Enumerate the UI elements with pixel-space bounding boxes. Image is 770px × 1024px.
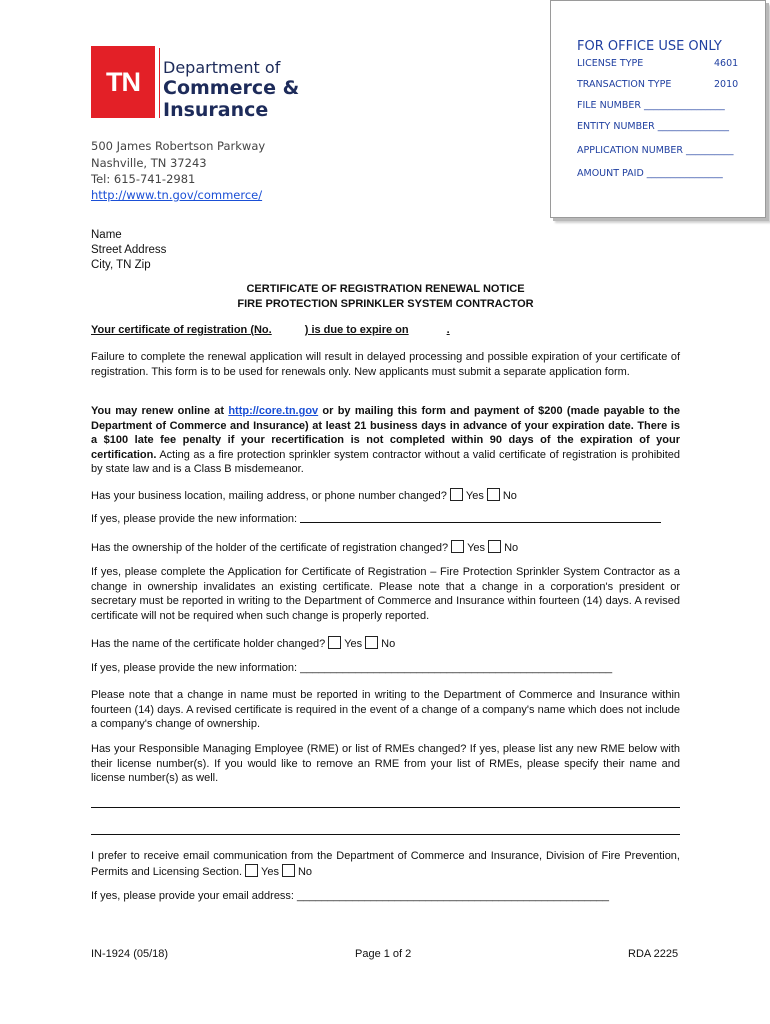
q2-text: Has the ownership of the holder of the certificate of registration changed? bbox=[91, 542, 449, 554]
email-pref-text: I prefer to receive email communication from the Department of Commerce and Insurance, Division of Fire Prevention, Permits and Licensing Section. bbox=[91, 850, 680, 878]
q3-yes-label: Yes bbox=[344, 638, 363, 650]
application-number-field: APPLICATION NUMBER __________ bbox=[577, 145, 734, 156]
renew-text-c: Acting as a fire protection sprinkler system contractor without a valid certificate of registration is prohibited by state law and is a Class B misdemeanor. bbox=[91, 448, 680, 475]
logo-divider bbox=[159, 48, 160, 118]
email-no-checkbox[interactable] bbox=[282, 864, 295, 877]
q3-yes-checkbox[interactable] bbox=[328, 636, 341, 649]
logo-insurance: Insurance bbox=[163, 99, 269, 121]
q3-followup[interactable]: If yes, please provide the new information: ___________________________________________________ bbox=[91, 662, 613, 674]
q1-followup-input[interactable] bbox=[300, 522, 661, 523]
tn-logo-mark: TN bbox=[91, 46, 155, 118]
expire-text-3: . bbox=[446, 324, 450, 336]
document-subtitle: FIRE PROTECTION SPRINKLER SYSTEM CONTRACTOR bbox=[237, 298, 534, 310]
amount-paid-field: AMOUNT PAID ________________ bbox=[577, 168, 723, 179]
paragraph-failure: Failure to complete the renewal application will result in delayed processing and possible expiration of your certificate of registration. This form is to be used for renewals only. New applicants must submit a separate application form. bbox=[91, 351, 680, 378]
address-url bbox=[91, 188, 262, 202]
expire-text-2: ) is due to expire on bbox=[304, 324, 409, 336]
recipient-street: Street Address bbox=[91, 244, 167, 256]
license-type-label: LICENSE TYPE bbox=[577, 58, 644, 69]
q1-followup-label: If yes, please provide the new information: bbox=[91, 513, 298, 525]
q3-text: Has the name of the certificate holder changed? bbox=[91, 638, 326, 650]
paragraph-email-pref bbox=[91, 849, 680, 879]
question-address-changed bbox=[91, 488, 517, 502]
paragraph-rme: Has your Responsible Managing Employee (RME) or list of RMEs changed? If yes, please list any new RME below with their license number(s). If you would like to remove an RME from your list of RMEs, please specify their name and license number(s) as well. bbox=[91, 743, 680, 784]
renew-text-a: You may renew online at bbox=[91, 405, 229, 417]
recipient-city: City, TN Zip bbox=[91, 259, 151, 271]
email-address-field[interactable]: If yes, please provide your email address: ___________________________________________________ bbox=[91, 890, 610, 902]
paragraph-ownership: If yes, please complete the Application for Certificate of Registration – Fire Protection Sprinkler System Contractor as a change in ownership invalidates an existing certificate. Please note that a change in a corporation's president or secretary must be reported in writing to the Department of Commerce and Insurance within fourteen (14) days. A revised certificate will not be required when such change is properly reported. bbox=[91, 566, 680, 622]
q2-yes-label: Yes bbox=[467, 542, 486, 554]
q2-no-checkbox[interactable] bbox=[488, 540, 501, 553]
transaction-type-value: 2010 bbox=[714, 79, 739, 90]
question-ownership-changed bbox=[91, 540, 518, 554]
q1-no-label: No bbox=[502, 490, 517, 502]
commerce-website-link[interactable]: http://www.tn.gov/commerce/ bbox=[91, 188, 263, 202]
q1-no-checkbox[interactable] bbox=[487, 488, 500, 501]
office-use-title: FOR OFFICE USE ONLY bbox=[577, 39, 722, 54]
q3-no-label: No bbox=[381, 638, 396, 650]
rme-input-line-2[interactable] bbox=[91, 834, 680, 835]
rda-number: RDA 2225 bbox=[628, 948, 679, 960]
license-type-value: 4601 bbox=[714, 58, 739, 69]
q1-yes-checkbox[interactable] bbox=[450, 488, 463, 501]
address-city: Nashville, TN 37243 bbox=[91, 156, 207, 170]
q2-yes-checkbox[interactable] bbox=[451, 540, 464, 553]
logo-commerce: Commerce & bbox=[163, 77, 300, 99]
expire-text-1: Your certificate of registration (No. bbox=[91, 324, 272, 336]
email-no-label: No bbox=[297, 865, 313, 878]
paragraph-name-change: Please note that a change in name must be reported in writing to the Department of Commerce and Insurance within fourteen (14) days. A revised certificate is required in the event of a change of a company's name which does not include a company's change of ownership. bbox=[91, 689, 680, 730]
address-tel: Tel: 615-741-2981 bbox=[91, 172, 196, 186]
expiration-notice bbox=[91, 324, 450, 336]
logo-department: Department of bbox=[163, 58, 281, 77]
recipient-name: Name bbox=[91, 229, 122, 241]
core-tn-link[interactable]: http://core.tn.gov bbox=[228, 405, 319, 417]
q1-text: Has your business location, mailing address, or phone number changed? bbox=[91, 490, 447, 502]
email-yes-label: Yes bbox=[261, 865, 279, 878]
q3-no-checkbox[interactable] bbox=[365, 636, 378, 649]
entity-number-field: ENTITY NUMBER _______________ bbox=[577, 121, 729, 132]
q1-followup bbox=[91, 513, 661, 525]
email-yes-checkbox[interactable] bbox=[245, 864, 258, 877]
file-number-field: FILE NUMBER _________________ bbox=[577, 100, 725, 111]
question-name-changed bbox=[91, 636, 395, 650]
q2-no-label: No bbox=[504, 542, 519, 554]
form-number: IN-1924 (05/18) bbox=[91, 948, 169, 960]
document-title: CERTIFICATE OF REGISTRATION RENEWAL NOTICE bbox=[246, 283, 525, 295]
transaction-type-label: TRANSACTION TYPE bbox=[577, 79, 672, 90]
rme-input-line-1[interactable] bbox=[91, 807, 680, 808]
address-street: 500 James Robertson Parkway bbox=[91, 139, 266, 153]
q1-yes-label: Yes bbox=[465, 490, 484, 502]
renew-text-b: or by mailing this form and payment of $200 (made payable to the Department of Commerce and Insurance) at least 21 business days in advance of your expiration date. There is a $100 late fee penalty if your recertification is not completed within 90 days of the expiration of your certification. bbox=[91, 405, 680, 461]
paragraph-renew bbox=[91, 404, 680, 477]
office-use-box bbox=[550, 0, 766, 218]
page-number: Page 1 of 2 bbox=[355, 948, 412, 960]
